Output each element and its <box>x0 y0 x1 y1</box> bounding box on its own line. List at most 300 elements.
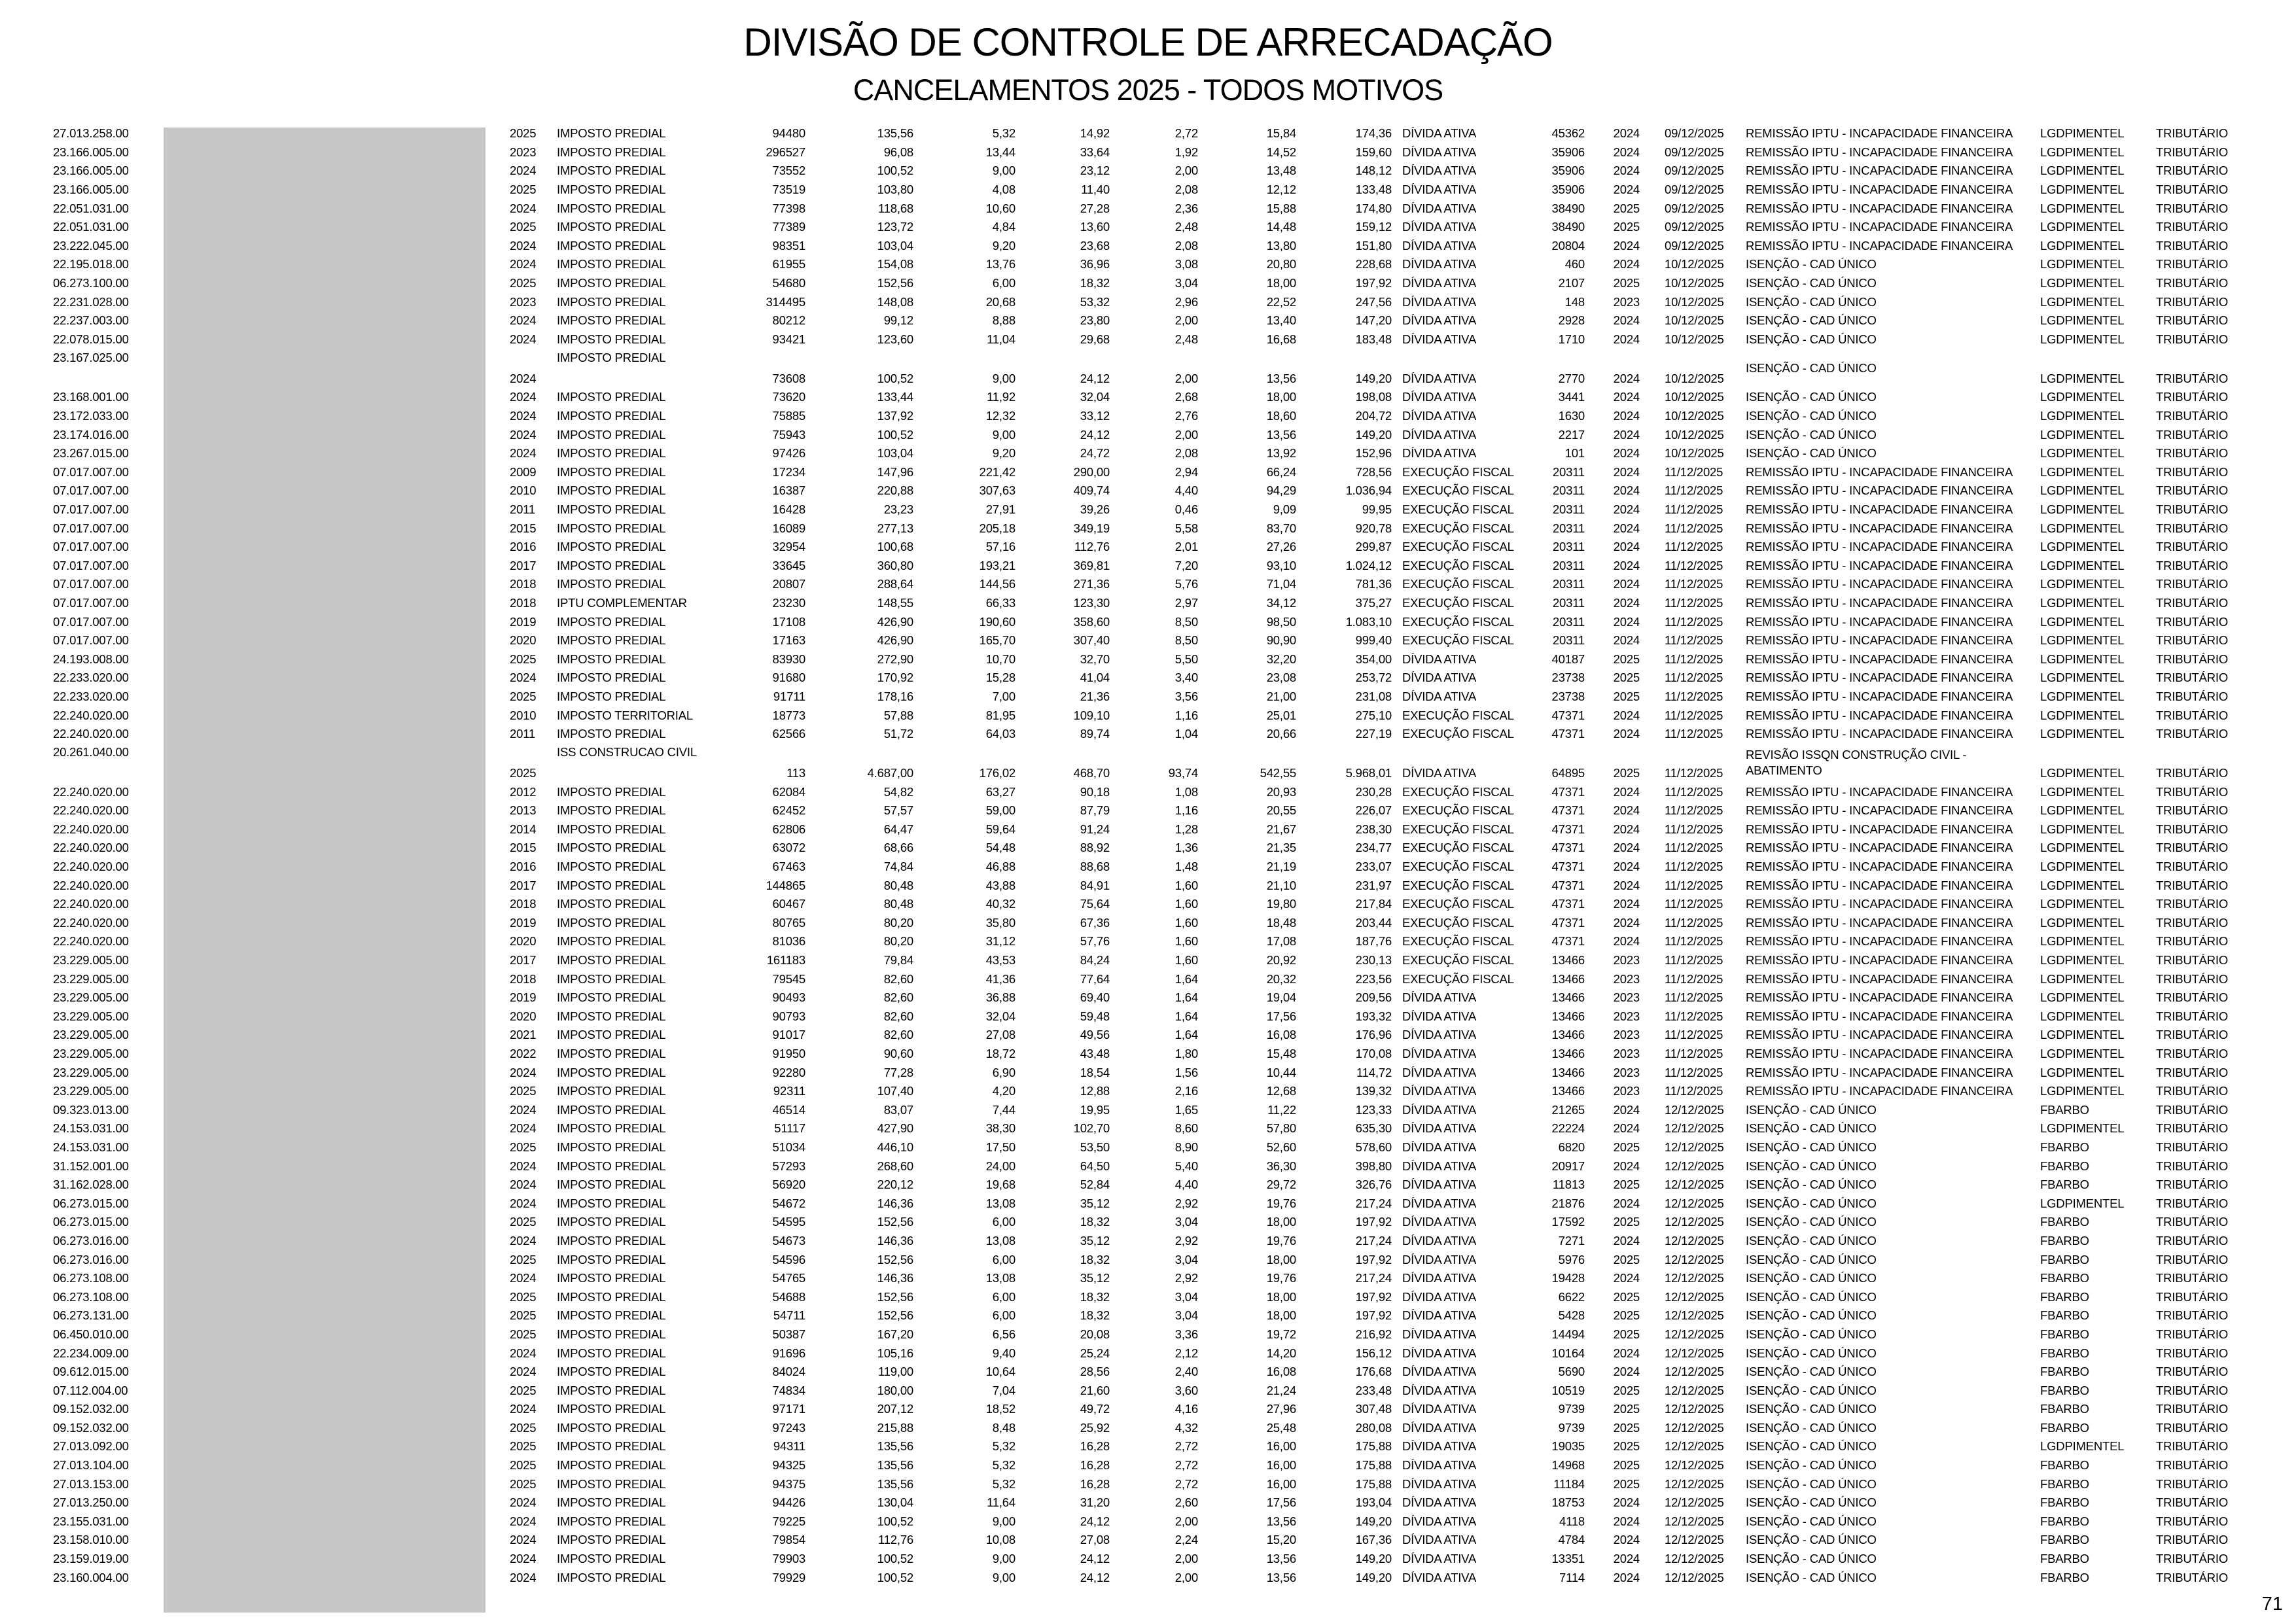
valor-principal-cell: 100,52 <box>877 1570 913 1584</box>
data-cancelamento-cell: 12/12/2025 <box>1665 1196 1724 1210</box>
data-cancelamento-cell: 10/12/2025 <box>1665 390 1724 404</box>
usuario-cell: LGDPIMENTEL <box>2040 201 2125 215</box>
valor-multa-cell: 8,60 <box>1174 1121 1198 1136</box>
inscricao-cell: 07.017.007.00 <box>53 595 129 610</box>
setor-cell: TRIBUTÁRIO <box>2156 766 2229 780</box>
usuario-cell: FBARBO <box>2040 1402 2089 1416</box>
cadastro-cell: 83930 <box>772 652 805 666</box>
processo-cell: 148 <box>1564 294 1585 309</box>
setor-cell: TRIBUTÁRIO <box>2156 1028 2229 1042</box>
inscricao-cell: 23.166.005.00 <box>53 164 129 178</box>
valor-acrescimos-cell: 21,00 <box>1266 689 1296 703</box>
exercicio-cell: 2024 <box>510 1233 537 1248</box>
valor-juros-cell: 18,54 <box>1080 1065 1110 1079</box>
situacao-cell: DÍVIDA ATIVA <box>1402 1178 1477 1192</box>
data-cancelamento-cell: 11/12/2025 <box>1665 727 1723 741</box>
processo-cell: 13351 <box>1551 1552 1585 1566</box>
situacao-cell: EXECUÇÃO FISCAL <box>1402 595 1514 610</box>
processo-cell: 20917 <box>1551 1159 1585 1173</box>
valor-correcao-cell: 13,44 <box>985 145 1016 159</box>
motivo-cell: REMISSÃO IPTU - INCAPACIDADE FINANCEIRA <box>1746 822 2013 836</box>
cadastro-cell: 314495 <box>766 294 805 309</box>
valor-principal-cell: 68,66 <box>883 841 913 855</box>
cadastro-cell: 51117 <box>774 1121 805 1136</box>
valor-correcao-cell: 9,00 <box>992 372 1016 386</box>
valor-juros-cell: 349,19 <box>1073 521 1110 535</box>
valor-correcao-cell: 6,00 <box>992 276 1016 290</box>
total-cell: 326,76 <box>1355 1178 1392 1192</box>
processo-cell: 35906 <box>1551 164 1585 178</box>
setor-cell: TRIBUTÁRIO <box>2156 1420 2229 1435</box>
valor-correcao-cell: 31,12 <box>985 934 1016 949</box>
processo-cell: 21265 <box>1551 1102 1585 1117</box>
processo-cell: 20311 <box>1552 483 1585 498</box>
valor-principal-cell: 147,96 <box>877 464 913 479</box>
processo-cell: 23738 <box>1551 689 1585 703</box>
valor-juros-cell: 39,26 <box>1080 502 1110 516</box>
tributo-cell: IMPOSTO PREDIAL <box>557 990 666 1005</box>
valor-correcao-cell: 41,36 <box>985 971 1016 986</box>
valor-multa-cell: 1,60 <box>1174 953 1198 968</box>
setor-cell: TRIBUTÁRIO <box>2156 1084 2229 1098</box>
total-cell: 149,20 <box>1355 427 1392 442</box>
valor-principal-cell: 57,88 <box>883 708 913 722</box>
valor-juros-cell: 49,72 <box>1080 1402 1110 1416</box>
valor-principal-cell: 123,60 <box>877 332 913 346</box>
situacao-cell: DÍVIDA ATIVA <box>1402 1420 1477 1435</box>
motivo-cell: REMISSÃO IPTU - INCAPACIDADE FINANCEIRA <box>1746 841 2013 855</box>
inscricao-cell: 22.195.018.00 <box>53 257 129 271</box>
processo-cell: 35906 <box>1551 183 1585 197</box>
total-cell: 247,56 <box>1355 294 1392 309</box>
setor-cell: TRIBUTÁRIO <box>2156 220 2229 234</box>
setor-cell: TRIBUTÁRIO <box>2156 822 2229 836</box>
ano-processo-cell: 2024 <box>1613 614 1640 629</box>
situacao-cell: EXECUÇÃO FISCAL <box>1402 502 1514 516</box>
motivo-cell: ISENÇÃO - CAD ÚNICO <box>1746 1233 1877 1248</box>
inscricao-cell: 23.174.016.00 <box>53 427 129 442</box>
ano-processo-cell: 2024 <box>1613 1346 1640 1360</box>
valor-juros-cell: 24,12 <box>1080 1514 1110 1528</box>
exercicio-cell: 2024 <box>510 1121 537 1136</box>
total-cell: 197,92 <box>1355 276 1392 290</box>
ano-processo-cell: 2024 <box>1613 183 1640 197</box>
total-cell: 234,77 <box>1355 841 1392 855</box>
exercicio-cell: 2024 <box>510 409 537 423</box>
setor-cell: TRIBUTÁRIO <box>2156 1065 2229 1079</box>
situacao-cell: DÍVIDA ATIVA <box>1402 1346 1477 1360</box>
tributo-cell: IMPOSTO PREDIAL <box>557 164 666 178</box>
setor-cell: TRIBUTÁRIO <box>2156 878 2229 892</box>
valor-multa-cell: 3,08 <box>1174 257 1198 271</box>
motivo-cell: REMISSÃO IPTU - INCAPACIDADE FINANCEIRA <box>1746 708 2013 722</box>
motivo-cell: REMISSÃO IPTU - INCAPACIDADE FINANCEIRA <box>1746 540 2013 554</box>
processo-cell: 20311 <box>1552 614 1585 629</box>
motivo-cell: REMISSÃO IPTU - INCAPACIDADE FINANCEIRA <box>1746 860 2013 874</box>
valor-juros-cell: 41,04 <box>1080 671 1110 685</box>
setor-cell: TRIBUTÁRIO <box>2156 409 2229 423</box>
valor-acrescimos-cell: 18,60 <box>1266 409 1296 423</box>
valor-acrescimos-cell: 16,00 <box>1266 1439 1296 1454</box>
usuario-cell: LGDPIMENTEL <box>2040 257 2125 271</box>
usuario-cell: FBARBO <box>2040 1514 2089 1528</box>
usuario-cell: LGDPIMENTEL <box>2040 577 2125 591</box>
setor-cell: TRIBUTÁRIO <box>2156 1159 2229 1173</box>
exercicio-cell: 2024 <box>510 1065 537 1079</box>
ano-processo-cell: 2024 <box>1613 126 1640 141</box>
cadastro-cell: 23230 <box>772 595 805 610</box>
cadastro-cell: 79854 <box>772 1533 805 1547</box>
valor-juros-cell: 14,92 <box>1080 126 1110 141</box>
motivo-cell: ISENÇÃO - CAD ÚNICO <box>1746 1215 1877 1229</box>
usuario-cell: LGDPIMENTEL <box>2040 689 2125 703</box>
data-cancelamento-cell: 11/12/2025 <box>1665 1084 1723 1098</box>
valor-correcao-cell: 66,33 <box>985 595 1016 610</box>
valor-multa-cell: 2,92 <box>1174 1271 1198 1285</box>
valor-correcao-cell: 13,76 <box>985 257 1016 271</box>
valor-acrescimos-cell: 15,20 <box>1266 1533 1296 1547</box>
tributo-cell: IMPOSTO PREDIAL <box>557 1570 666 1584</box>
valor-juros-cell: 290,00 <box>1073 464 1110 479</box>
tributo-cell: ISS CONSTRUCAO CIVIL <box>557 745 697 759</box>
ano-processo-cell: 2024 <box>1613 1196 1640 1210</box>
cadastro-cell: 54680 <box>772 276 805 290</box>
motivo-cell: REMISSÃO IPTU - INCAPACIDADE FINANCEIRA <box>1746 145 2013 159</box>
processo-cell: 2770 <box>1558 372 1585 386</box>
data-cancelamento-cell: 09/12/2025 <box>1665 164 1724 178</box>
cadastro-cell: 50387 <box>772 1327 805 1341</box>
setor-cell: TRIBUTÁRIO <box>2156 1552 2229 1566</box>
valor-juros-cell: 18,32 <box>1080 276 1110 290</box>
situacao-cell: DÍVIDA ATIVA <box>1402 164 1477 178</box>
valor-principal-cell: 167,20 <box>877 1327 913 1341</box>
usuario-cell: FBARBO <box>2040 1159 2089 1173</box>
inscricao-cell: 06.273.108.00 <box>53 1289 129 1304</box>
data-cancelamento-cell: 12/12/2025 <box>1665 1121 1724 1136</box>
exercicio-cell: 2025 <box>510 1289 537 1304</box>
valor-juros-cell: 35,12 <box>1080 1271 1110 1285</box>
inscricao-cell: 23.229.005.00 <box>53 990 129 1005</box>
usuario-cell: LGDPIMENTEL <box>2040 294 2125 309</box>
inscricao-cell: 22.240.020.00 <box>53 897 129 911</box>
valor-multa-cell: 3,36 <box>1174 1327 1198 1341</box>
total-cell: 149,20 <box>1355 1514 1392 1528</box>
motivo-cell: REMISSÃO IPTU - INCAPACIDADE FINANCEIRA <box>1746 577 2013 591</box>
motivo-cell: REMISSÃO IPTU - INCAPACIDADE FINANCEIRA <box>1746 614 2013 629</box>
tributo-cell: IMPOSTO TERRITORIAL <box>557 708 693 722</box>
valor-principal-cell: 123,72 <box>877 220 913 234</box>
data-cancelamento-cell: 12/12/2025 <box>1665 1289 1724 1304</box>
valor-multa-cell: 4,32 <box>1174 1420 1198 1435</box>
valor-acrescimos-cell: 11,22 <box>1267 1102 1296 1117</box>
setor-cell: TRIBUTÁRIO <box>2156 313 2229 328</box>
valor-juros-cell: 18,32 <box>1080 1215 1110 1229</box>
situacao-cell: DÍVIDA ATIVA <box>1402 390 1477 404</box>
valor-correcao-cell: 59,00 <box>985 803 1016 818</box>
situacao-cell: DÍVIDA ATIVA <box>1402 1327 1477 1341</box>
total-cell: 1.036,94 <box>1345 483 1392 498</box>
cadastro-cell: 20807 <box>772 577 805 591</box>
data-cancelamento-cell: 11/12/2025 <box>1665 483 1723 498</box>
motivo-cell: ISENÇÃO - CAD ÚNICO <box>1746 427 1877 442</box>
cadastro-cell: 56920 <box>772 1178 805 1192</box>
ano-processo-cell: 2024 <box>1613 633 1640 648</box>
tributo-cell: IMPOSTO PREDIAL <box>557 313 666 328</box>
inscricao-cell: 23.160.004.00 <box>53 1570 129 1584</box>
ano-processo-cell: 2024 <box>1613 540 1640 554</box>
valor-juros-cell: 43,48 <box>1080 1047 1110 1061</box>
ano-processo-cell: 2024 <box>1613 1495 1640 1510</box>
inscricao-cell: 23.158.010.00 <box>53 1533 129 1547</box>
situacao-cell: EXECUÇÃO FISCAL <box>1402 878 1514 892</box>
ano-processo-cell: 2024 <box>1613 164 1640 178</box>
data-cancelamento-cell: 12/12/2025 <box>1665 1476 1724 1491</box>
cadastro-cell: 80212 <box>772 313 805 328</box>
ano-processo-cell: 2024 <box>1613 427 1640 442</box>
situacao-cell: DÍVIDA ATIVA <box>1402 1233 1477 1248</box>
valor-correcao-cell: 36,88 <box>985 990 1016 1005</box>
cadastro-cell: 93421 <box>772 332 805 346</box>
data-cancelamento-cell: 11/12/2025 <box>1665 841 1723 855</box>
inscricao-cell: 23.172.033.00 <box>53 409 129 423</box>
motivo-cell: ISENÇÃO - CAD ÚNICO <box>1746 1140 1877 1154</box>
valor-principal-cell: 112,76 <box>877 1533 913 1547</box>
usuario-cell: FBARBO <box>2040 1365 2089 1379</box>
ano-processo-cell: 2024 <box>1613 521 1640 535</box>
situacao-cell: DÍVIDA ATIVA <box>1402 689 1477 703</box>
tributo-cell: IMPOSTO PREDIAL <box>557 1552 666 1566</box>
situacao-cell: EXECUÇÃO FISCAL <box>1402 953 1514 968</box>
cadastro-cell: 54673 <box>772 1233 805 1248</box>
ano-processo-cell: 2024 <box>1613 822 1640 836</box>
situacao-cell: DÍVIDA ATIVA <box>1402 1383 1477 1397</box>
exercicio-cell: 2024 <box>510 1178 537 1192</box>
valor-acrescimos-cell: 32,20 <box>1266 652 1296 666</box>
situacao-cell: EXECUÇÃO FISCAL <box>1402 841 1514 855</box>
setor-cell: TRIBUTÁRIO <box>2156 1121 2229 1136</box>
processo-cell: 13466 <box>1551 1047 1585 1061</box>
redacted-names-block <box>164 128 486 1613</box>
cadastro-cell: 54688 <box>772 1289 805 1304</box>
data-cancelamento-cell: 11/12/2025 <box>1665 1065 1723 1079</box>
valor-principal-cell: 77,28 <box>883 1065 913 1079</box>
valor-acrescimos-cell: 34,12 <box>1266 595 1296 610</box>
tributo-cell: IMPOSTO PREDIAL <box>557 257 666 271</box>
inscricao-cell: 22.240.020.00 <box>53 915 129 930</box>
valor-acrescimos-cell: 14,20 <box>1266 1346 1296 1360</box>
inscricao-cell: 07.017.007.00 <box>53 633 129 648</box>
valor-multa-cell: 1,16 <box>1174 803 1198 818</box>
usuario-cell: LGDPIMENTEL <box>2040 915 2125 930</box>
exercicio-cell: 2024 <box>510 1570 537 1584</box>
usuario-cell: LGDPIMENTEL <box>2040 1065 2125 1079</box>
valor-multa-cell: 2,08 <box>1174 238 1198 253</box>
valor-multa-cell: 8,90 <box>1174 1140 1198 1154</box>
valor-multa-cell: 1,64 <box>1174 971 1198 986</box>
total-cell: 228,68 <box>1355 257 1392 271</box>
processo-cell: 47371 <box>1551 784 1585 799</box>
data-cancelamento-cell: 12/12/2025 <box>1665 1552 1724 1566</box>
valor-juros-cell: 271,36 <box>1073 577 1110 591</box>
tributo-cell: IMPOSTO PREDIAL <box>557 1420 666 1435</box>
setor-cell: TRIBUTÁRIO <box>2156 1102 2229 1117</box>
usuario-cell: LGDPIMENTEL <box>2040 183 2125 197</box>
valor-correcao-cell: 8,48 <box>992 1420 1016 1435</box>
ano-processo-cell: 2023 <box>1613 990 1640 1005</box>
total-cell: 999,40 <box>1355 633 1392 648</box>
ano-processo-cell: 2023 <box>1613 1009 1640 1023</box>
setor-cell: TRIBUTÁRIO <box>2156 1365 2229 1379</box>
situacao-cell: EXECUÇÃO FISCAL <box>1402 971 1514 986</box>
usuario-cell: LGDPIMENTEL <box>2040 427 2125 442</box>
setor-cell: TRIBUTÁRIO <box>2156 803 2229 818</box>
cadastro-cell: 32954 <box>772 540 805 554</box>
valor-juros-cell: 77,64 <box>1080 971 1110 986</box>
cadastro-cell: 92280 <box>772 1065 805 1079</box>
exercicio-cell: 2018 <box>510 577 537 591</box>
valor-acrescimos-cell: 21,19 <box>1266 860 1296 874</box>
valor-principal-cell: 54,82 <box>883 784 913 799</box>
processo-cell: 38490 <box>1551 220 1585 234</box>
valor-principal-cell: 79,84 <box>883 953 913 968</box>
situacao-cell: DÍVIDA ATIVA <box>1402 238 1477 253</box>
processo-cell: 47371 <box>1551 822 1585 836</box>
data-cancelamento-cell: 11/12/2025 <box>1665 803 1723 818</box>
setor-cell: TRIBUTÁRIO <box>2156 427 2229 442</box>
valor-principal-cell: 426,90 <box>877 614 913 629</box>
total-cell: 114,72 <box>1356 1065 1392 1079</box>
cadastro-cell: 80765 <box>772 915 805 930</box>
exercicio-cell: 2019 <box>510 990 537 1005</box>
processo-cell: 22224 <box>1551 1121 1585 1136</box>
processo-cell: 47371 <box>1551 727 1585 741</box>
valor-multa-cell: 2,94 <box>1174 464 1198 479</box>
setor-cell: TRIBUTÁRIO <box>2156 1402 2229 1416</box>
valor-principal-cell: 135,56 <box>877 1439 913 1454</box>
motivo-cell: ISENÇÃO - CAD ÚNICO <box>1746 1327 1877 1341</box>
usuario-cell: FBARBO <box>2040 1289 2089 1304</box>
valor-principal-cell: 74,84 <box>883 860 913 874</box>
setor-cell: TRIBUTÁRIO <box>2156 521 2229 535</box>
cadastro-cell: 97171 <box>772 1402 805 1416</box>
valor-acrescimos-cell: 19,76 <box>1266 1233 1296 1248</box>
valor-acrescimos-cell: 71,04 <box>1266 577 1296 591</box>
valor-multa-cell: 3,40 <box>1174 671 1198 685</box>
valor-principal-cell: 133,44 <box>877 390 913 404</box>
valor-correcao-cell: 4,84 <box>992 220 1016 234</box>
tributo-cell: IMPOSTO PREDIAL <box>557 464 666 479</box>
valor-correcao-cell: 205,18 <box>979 521 1016 535</box>
valor-acrescimos-cell: 18,00 <box>1266 1215 1296 1229</box>
valor-principal-cell: 135,56 <box>877 1458 913 1473</box>
valor-juros-cell: 49,56 <box>1080 1028 1110 1042</box>
valor-principal-cell: 426,90 <box>877 633 913 648</box>
page-number: 71 <box>2261 1594 2283 1614</box>
situacao-cell: EXECUÇÃO FISCAL <box>1402 558 1514 572</box>
cadastro-cell: 73608 <box>772 372 805 386</box>
situacao-cell: DÍVIDA ATIVA <box>1402 183 1477 197</box>
exercicio-cell: 2020 <box>510 633 537 648</box>
exercicio-cell: 2014 <box>510 822 537 836</box>
situacao-cell: DÍVIDA ATIVA <box>1402 1121 1477 1136</box>
inscricao-cell: 22.051.031.00 <box>53 220 129 234</box>
processo-cell: 2217 <box>1558 427 1585 442</box>
valor-multa-cell: 1,56 <box>1174 1065 1198 1079</box>
exercicio-cell: 2015 <box>510 521 537 535</box>
tributo-cell: IMPOSTO PREDIAL <box>557 1327 666 1341</box>
cadastro-cell: 54765 <box>772 1271 805 1285</box>
valor-juros-cell: 11,40 <box>1081 183 1110 197</box>
tributo-cell: IMPOSTO PREDIAL <box>557 1308 666 1323</box>
usuario-cell: LGDPIMENTEL <box>2040 145 2125 159</box>
inscricao-cell: 23.229.005.00 <box>53 1065 129 1079</box>
valor-multa-cell: 1,60 <box>1174 878 1198 892</box>
valor-principal-cell: 135,56 <box>877 1476 913 1491</box>
tributo-cell: IMPOSTO PREDIAL <box>557 689 666 703</box>
usuario-cell: LGDPIMENTEL <box>2040 878 2125 892</box>
processo-cell: 4784 <box>1558 1533 1585 1547</box>
valor-juros-cell: 53,32 <box>1080 294 1110 309</box>
usuario-cell: LGDPIMENTEL <box>2040 313 2125 328</box>
inscricao-cell: 06.273.015.00 <box>53 1215 129 1229</box>
ano-processo-cell: 2024 <box>1613 915 1640 930</box>
motivo-cell: ISENÇÃO - CAD ÚNICO <box>1746 276 1877 290</box>
motivo-cell: ISENÇÃO - CAD ÚNICO <box>1746 1121 1877 1136</box>
total-cell: 275,10 <box>1355 708 1392 722</box>
usuario-cell: LGDPIMENTEL <box>2040 1028 2125 1042</box>
motivo-cell: REMISSÃO IPTU - INCAPACIDADE FINANCEIRA <box>1746 1084 2013 1098</box>
usuario-cell: LGDPIMENTEL <box>2040 671 2125 685</box>
valor-principal-cell: 148,55 <box>877 595 913 610</box>
valor-acrescimos-cell: 19,76 <box>1266 1271 1296 1285</box>
valor-correcao-cell: 27,08 <box>985 1028 1016 1042</box>
total-cell: 197,92 <box>1355 1252 1392 1266</box>
tributo-cell: IMPOSTO PREDIAL <box>557 1495 666 1510</box>
valor-acrescimos-cell: 22,52 <box>1266 294 1296 309</box>
usuario-cell: LGDPIMENTEL <box>2040 784 2125 799</box>
valor-correcao-cell: 18,72 <box>985 1047 1016 1061</box>
processo-cell: 21876 <box>1551 1196 1585 1210</box>
valor-correcao-cell: 38,30 <box>985 1121 1016 1136</box>
ano-processo-cell: 2024 <box>1613 595 1640 610</box>
usuario-cell: FBARBO <box>2040 1178 2089 1192</box>
processo-cell: 101 <box>1564 446 1585 461</box>
setor-cell: TRIBUTÁRIO <box>2156 390 2229 404</box>
valor-correcao-cell: 46,88 <box>985 860 1016 874</box>
tributo-cell: IMPOSTO PREDIAL <box>557 1271 666 1285</box>
processo-cell: 47371 <box>1551 897 1585 911</box>
total-cell: 231,97 <box>1355 878 1392 892</box>
total-cell: 139,32 <box>1355 1084 1392 1098</box>
data-cancelamento-cell: 12/12/2025 <box>1665 1346 1724 1360</box>
valor-principal-cell: 152,56 <box>877 1289 913 1304</box>
inscricao-cell: 07.017.007.00 <box>53 464 129 479</box>
processo-cell: 47371 <box>1551 915 1585 930</box>
exercicio-cell: 2024 <box>510 1271 537 1285</box>
valor-correcao-cell: 10,08 <box>985 1533 1016 1547</box>
setor-cell: TRIBUTÁRIO <box>2156 238 2229 253</box>
valor-principal-cell: 427,90 <box>877 1121 913 1136</box>
exercicio-cell: 2012 <box>510 784 537 799</box>
total-cell: 233,48 <box>1355 1383 1392 1397</box>
cadastro-cell: 81036 <box>772 934 805 949</box>
data-cancelamento-cell: 11/12/2025 <box>1665 671 1723 685</box>
valor-principal-cell: 207,12 <box>877 1402 913 1416</box>
data-cancelamento-cell: 11/12/2025 <box>1665 540 1723 554</box>
valor-acrescimos-cell: 27,96 <box>1266 1402 1296 1416</box>
inscricao-cell: 06.273.108.00 <box>53 1271 129 1285</box>
ano-processo-cell: 2024 <box>1613 409 1640 423</box>
